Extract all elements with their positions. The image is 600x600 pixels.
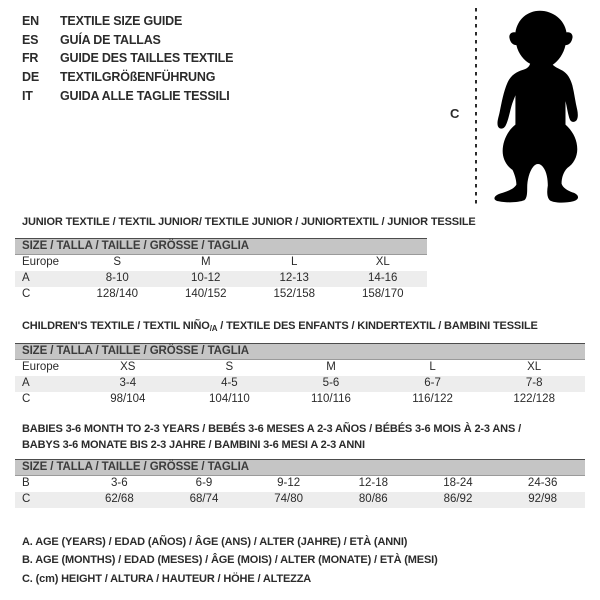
language-list: [22, 12, 233, 106]
table-row: [15, 392, 585, 408]
size-value-cell: XS: [120, 361, 136, 374]
size-value-cell: 74/80: [274, 493, 304, 506]
toddler-silhouette-image: [484, 5, 592, 209]
children-title-post: / TEXTILE DES ENFANTS / KINDERTEXTIL / BAMBINI TESSILE: [217, 320, 538, 332]
size-value-cell: 7-8: [525, 377, 543, 390]
row-label-cell: A: [22, 272, 30, 285]
language-label: GUIDA ALLE TAGLIE TESSILI: [60, 88, 230, 103]
row-label-cell: A: [22, 377, 30, 390]
table-row: [15, 476, 585, 492]
table-row: [15, 360, 585, 376]
size-value-cell: XL: [375, 256, 390, 269]
language-row: [22, 31, 233, 50]
row-label-cell: C: [22, 288, 31, 301]
size-value-cell: 6-9: [195, 477, 213, 490]
size-value-cell: L: [429, 361, 436, 374]
size-value-cell: 110/116: [311, 393, 351, 406]
children-size-table: [15, 343, 585, 408]
footnote-line: C. (cm) HEIGHT / ALTURA / HAUTEUR / HÖHE / ALTEZZA: [22, 572, 312, 585]
table-row: [15, 492, 585, 508]
footnote-line: B. AGE (MONTHS) / EDAD (MESES) / ÂGE (MOIS) / ALTER (MONATE) / ETÀ (MESI): [22, 554, 438, 567]
language-row: [22, 12, 233, 31]
size-value-cell: M: [326, 361, 336, 374]
footnotes: [22, 533, 438, 588]
babies-title-line1: BABIES 3-6 MONTH TO 2-3 YEARS / BEBÉS 3-6 MESES A 2-3 AÑOS / BÉBÉS 3-6 MOIS À 2-3 ANS /: [22, 423, 521, 435]
size-value-cell: 8-10: [105, 272, 129, 285]
row-label-cell: Europe: [22, 256, 60, 269]
junior-title-text: JUNIOR TEXTILE / TEXTIL JUNIOR/ TEXTILE JUNIOR / JUNIORTEXTIL / JUNIOR TESSILE: [22, 216, 476, 228]
language-code: ES: [22, 32, 39, 47]
size-value-cell: 104/110: [209, 393, 250, 406]
size-value-cell: S: [113, 256, 122, 269]
row-label-cell: B: [22, 477, 30, 490]
size-value-cell: 5-6: [322, 377, 340, 390]
size-value-cell: 24-36: [527, 477, 558, 490]
size-value-cell: 3-6: [111, 477, 128, 490]
language-row: [22, 87, 233, 106]
children-title-pre: CHILDREN'S TEXTILE / TEXTIL NIÑO: [22, 320, 210, 332]
size-value-cell: 68/74: [189, 493, 219, 506]
size-value-cell: 4-5: [221, 377, 238, 390]
language-label: TEXTILGRÖßENFÜHRUNG: [60, 70, 216, 85]
language-code: FR: [22, 51, 39, 66]
row-label-cell: C: [22, 493, 31, 506]
table-row: [15, 287, 427, 303]
size-value-cell: 10-12: [191, 272, 221, 285]
table-row: [15, 255, 427, 271]
language-row: [22, 68, 233, 87]
table-row: [15, 376, 585, 392]
footnote-line: A. AGE (YEARS) / EDAD (AÑOS) / ÂGE (ANS) / ALTER (JAHRE) / ETÀ (ANNI): [22, 536, 408, 548]
size-value-cell: 9-12: [277, 477, 301, 490]
size-value-cell: 152/158: [273, 288, 316, 301]
size-value-cell: 14-16: [368, 272, 398, 285]
height-measure-dashed-line: [475, 8, 477, 208]
size-value-cell: 12-18: [358, 477, 388, 490]
size-value-cell: 122/128: [513, 393, 555, 406]
size-value-cell: 6-7: [424, 377, 441, 390]
size-value-cell: 92/98: [528, 493, 558, 506]
language-code: EN: [22, 14, 39, 28]
size-value-cell: 86/92: [443, 493, 473, 506]
height-measure-label: C: [450, 106, 460, 121]
size-value-cell: L: [291, 256, 298, 269]
size-value-cell: 116/122: [412, 393, 453, 406]
junior-size-table: [15, 238, 427, 303]
size-value-cell: XL: [527, 361, 542, 374]
babies-section-title: [22, 421, 521, 453]
children-size-header-bar: SIZE / TALLA / TAILLE / GRÖSSE / TAGLIA: [15, 343, 585, 360]
language-label: TEXTILE SIZE GUIDE: [60, 14, 183, 28]
junior-size-header-bar: SIZE / TALLA / TAILLE / GRÖSSE / TAGLIA: [15, 238, 427, 255]
size-value-cell: 128/140: [96, 288, 139, 301]
size-value-cell: S: [225, 361, 234, 374]
babies-title-line2: BABYS 3-6 MONATE BIS 2-3 JAHRE / BAMBINI 3-6 MESI A 2-3 ANNI: [22, 439, 365, 451]
children-section-title: [22, 320, 538, 333]
size-value-cell: 62/68: [104, 493, 134, 506]
size-value-cell: M: [200, 256, 211, 269]
table-row: [15, 271, 427, 287]
babies-size-header-bar: SIZE / TALLA / TAILLE / GRÖSSE / TAGLIA: [15, 459, 585, 476]
language-code: DE: [22, 70, 39, 85]
babies-size-table: [15, 459, 585, 508]
size-value-cell: 80/86: [358, 493, 388, 506]
language-label: GUÍA DE TALLAS: [60, 32, 161, 47]
size-value-cell: 3-4: [119, 377, 137, 390]
size-value-cell: 158/170: [361, 288, 404, 301]
language-code: IT: [22, 88, 33, 103]
row-label-cell: Europe: [22, 361, 60, 374]
language-row: [22, 49, 233, 68]
size-value-cell: 98/104: [110, 393, 146, 406]
junior-section-title: [22, 216, 476, 228]
row-label-cell: C: [22, 393, 31, 406]
children-title-subscript: /A: [209, 324, 218, 333]
size-value-cell: 140/152: [184, 288, 227, 301]
language-label: GUIDE DES TAILLES TEXTILE: [60, 51, 234, 66]
size-value-cell: 18-24: [443, 477, 473, 490]
size-value-cell: 12-13: [279, 272, 309, 285]
